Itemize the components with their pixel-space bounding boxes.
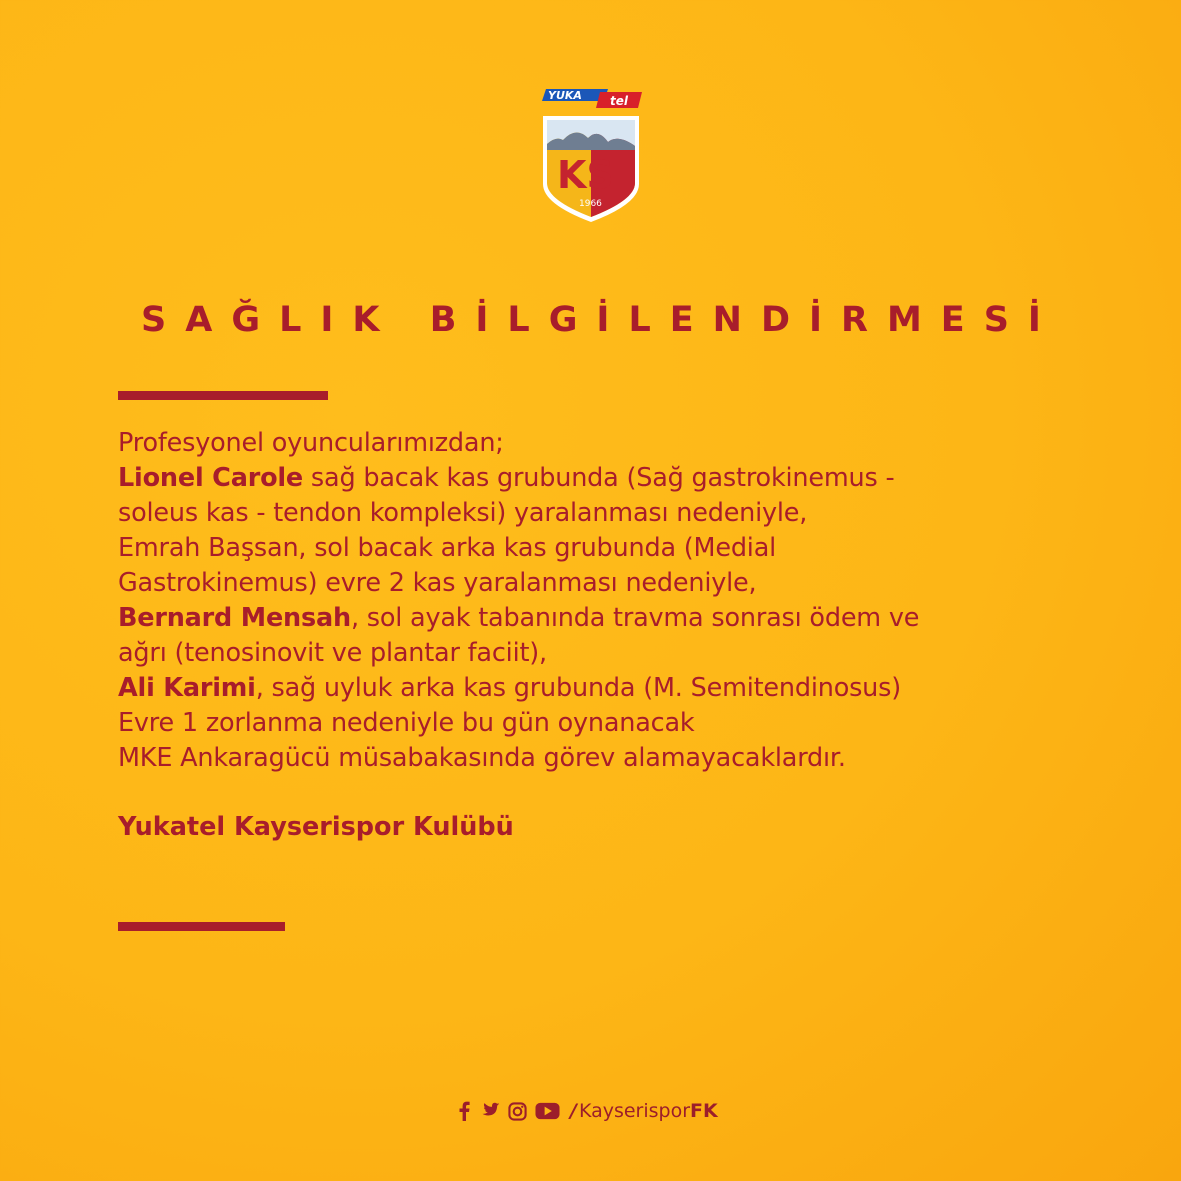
- facebook-icon[interactable]: [459, 1101, 470, 1121]
- player-name: Bernard Mensah: [118, 603, 351, 633]
- crest-letters: KS: [557, 153, 614, 197]
- handle-suffix: FK: [690, 1100, 718, 1122]
- sponsor-badge: [542, 89, 642, 108]
- social-handle[interactable]: [568, 1100, 718, 1122]
- club-logo: [538, 84, 644, 226]
- player-line-carole: [118, 461, 1078, 496]
- crest-shield: [543, 116, 639, 222]
- player-name: Lionel Carole: [118, 463, 304, 493]
- social-bar: [459, 1098, 718, 1124]
- sponsor-text-2: tel: [610, 94, 628, 108]
- crest-year: 1966: [579, 199, 602, 209]
- detail-line: soleus kas - tendon kompleksi) yaralanması nedeniyle,: [118, 498, 808, 528]
- player-detail: , sol ayak tabanında travma sonrası ödem ve: [350, 603, 920, 633]
- twitter-icon[interactable]: [478, 1102, 500, 1120]
- detail-line: Evre 1 zorlanma nedeniyle bu gün oynanacak: [118, 708, 695, 738]
- handle-prefix: Kayserispor: [578, 1100, 691, 1122]
- top-divider: [118, 391, 328, 400]
- player-detail: , sağ uyluk arka kas grubunda (M. Semitendinosus): [255, 673, 901, 703]
- player-line-karimi: [118, 671, 1078, 706]
- detail-line: MKE Ankaragücü müsabakasında görev alamayacaklardır.: [118, 743, 846, 773]
- instagram-icon[interactable]: [508, 1102, 527, 1121]
- bottom-divider: [118, 922, 285, 931]
- handle-slash: /: [570, 1100, 577, 1122]
- sponsor-text-1: YUKA: [548, 89, 582, 102]
- signature: Yukatel Kayserispor Kulübü: [118, 812, 514, 842]
- player-line-bassan: Emrah Başsan, sol bacak arka kas grubunda (Medial: [118, 533, 777, 563]
- intro-line: Profesyonel oyuncularımızdan;: [118, 428, 504, 458]
- page-title: SAĞLIK BİLGİLENDİRMESİ: [141, 300, 1060, 340]
- detail-line: Gastrokinemus) evre 2 kas yaralanması nedeniyle,: [118, 568, 757, 598]
- detail-line: ağrı (tenosinovit ve plantar faciit),: [118, 638, 547, 668]
- youtube-icon[interactable]: [535, 1102, 560, 1120]
- player-detail: sağ bacak kas grubunda (Sağ gastrokinemus -: [303, 463, 895, 493]
- player-name: Ali Karimi: [118, 673, 256, 703]
- announcement-body: [118, 426, 1078, 776]
- player-line-mensah: [118, 601, 1078, 636]
